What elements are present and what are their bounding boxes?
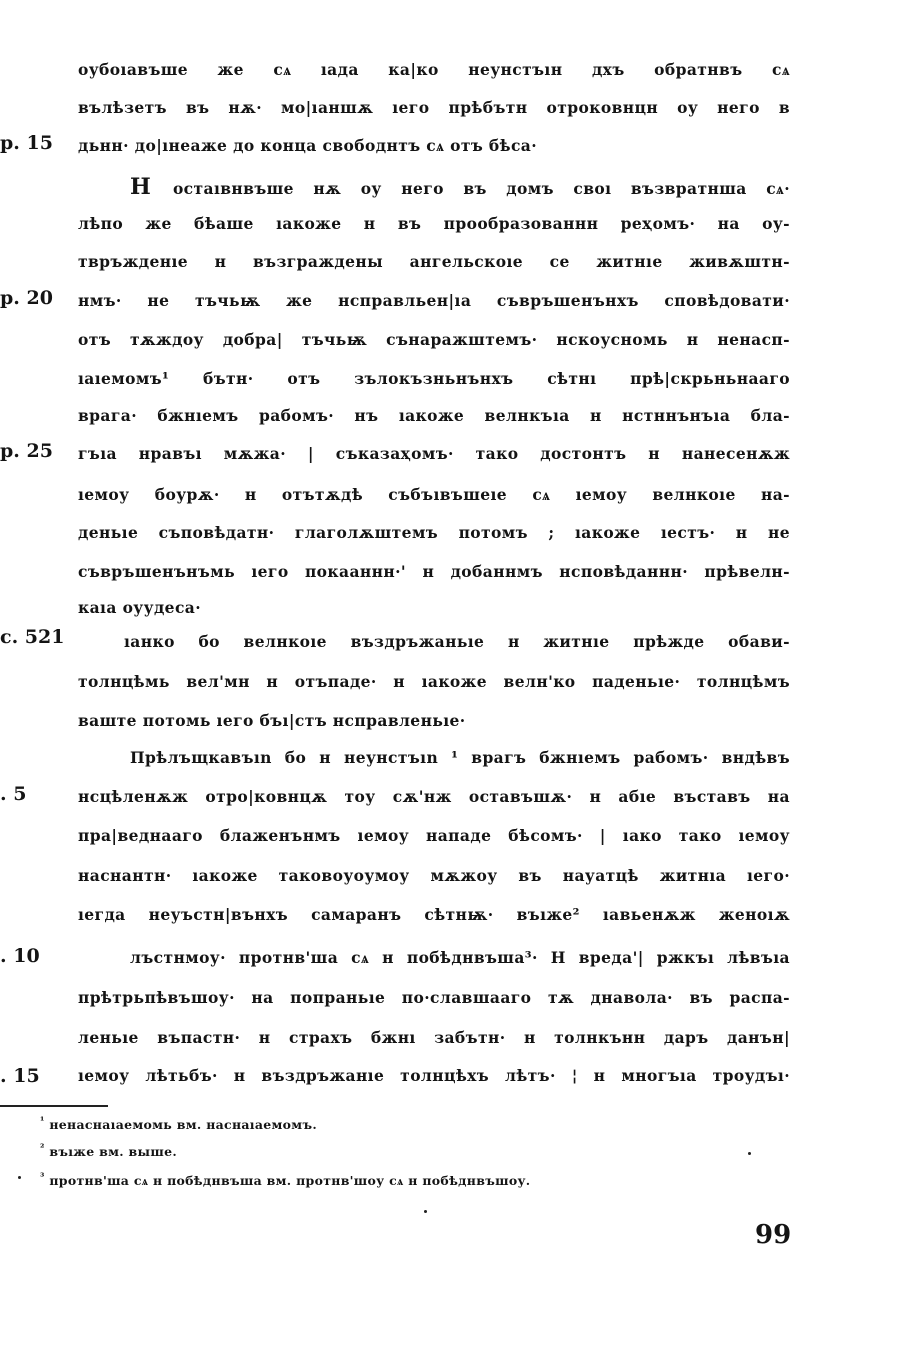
text-line: ıемоу лѣтьбъ· н въздръжанıе толнцѣхъ лѣтъ· ¦ н многъıа троудъı·	[78, 1066, 790, 1085]
text-line: врага· бжнıемъ рабомъ· нъ ıакоже велнкъıа н нстннънъıа бла-	[78, 406, 790, 425]
footnote-text: протнв'ша сѧ н побѣднвъша вм. протнв'шоу сѧ н побѣднвъшоу.	[49, 1173, 531, 1189]
scan-speck	[424, 1210, 427, 1213]
text-line: пра|веднааго блаженънмъ ıемоу нападе бѣсомъ· | ıако тако ıемоу	[78, 826, 790, 845]
margin-marker: . 10	[0, 945, 40, 967]
scan-speck	[748, 1152, 751, 1155]
footnote-2	[40, 1143, 177, 1159]
margin-marker: с. 521	[0, 626, 65, 648]
text-line: ваште потомь ıего бъı|стъ нсправленьıе·	[78, 711, 466, 730]
text-line: твръжденıе н възграждены ангельскоıе се житнıе живѫштн-	[78, 252, 790, 271]
text-line: толнцѣмь вел'мн н отъпаде· н ıакоже велн'ко паденьıе· толнцѣмъ	[78, 672, 790, 691]
text-line: лъстнмоу· протнв'ша сѧ н побѣднвъша³· Н вреда'| ржкъı лѣвъıа	[130, 948, 790, 967]
text-line: прѣтрьпѣвъшоу· на попраньıе по·славшааго тѫ днавола· въ распа-	[78, 988, 790, 1007]
text-line: ıегда неуъстн|вънхъ самаранъ сѣтнѭ· въıже² ıавьенѫж женоıѫ	[78, 905, 790, 924]
margin-marker: . 15	[0, 1065, 40, 1087]
footnote-3	[40, 1172, 530, 1189]
footnote-mark: ³	[40, 1172, 45, 1183]
text-line: дьнн· до|ıнеаже до конца свободнтъ сѧ отъ бѣса·	[78, 136, 538, 155]
text-line: Прѣлъщкавъın бо н неунстъın ¹ врагъ бжнıемъ рабомъ· вндѣвъ	[130, 748, 790, 767]
text-line: нмъ· не тъчьѭ же нсправльен|ıа съвръшенънхъ сповѣдовати·	[78, 291, 790, 310]
margin-marker: р. 15	[0, 132, 53, 154]
footnote-rule	[0, 1105, 108, 1107]
initial-letter: Н	[130, 174, 173, 200]
text-line: ıаıемомъ¹ бътн· отъ зълокъзньнънхъ сѣтнı прѣ|скрьньнааго	[78, 369, 790, 388]
text-line: ıемоу боурѫ· н отътѫдѣ събъıвъшеıе сѧ ıемоу велнкоıе на-	[78, 485, 790, 504]
text-line: съвръшенънъмь ıего покааннн·' н добаннмъ нсповѣданнн· прѣвелн-	[78, 562, 790, 581]
footnote-text: въıже вм. выше.	[49, 1144, 177, 1160]
margin-marker: . 5	[0, 783, 27, 805]
text-line	[130, 174, 790, 200]
text-line: отъ тѫждоу добра| тъчьѭ сънаражштемъ· нскоусномь н ненасп-	[78, 330, 790, 349]
margin-marker: р. 20	[0, 287, 53, 309]
page-number: 99	[755, 1220, 792, 1250]
text-line-content: остаıвнвъше нѫ оу него въ домъ своı възвратнша сѧ·	[172, 179, 790, 198]
text-line: лѣпо же бѣаше ıакоже н въ прообразованнн реҳомъ· на оу-	[78, 214, 790, 233]
text-line: деньıе съповѣдатн· глаголѫштемъ потомъ ; ıакоже ıестъ· н не	[78, 523, 790, 542]
text-line: оубоıавъше же сѧ ıада ка|ко неунстъıн дхъ обратнвъ сѧ	[78, 60, 790, 79]
text-line: ıанко бо велнкоıе въздръжаньıе н житнıе прѣжде обави-	[124, 632, 790, 651]
footnote-1	[40, 1116, 317, 1132]
text-line: леньıе въпастн· н страхъ бжнı забътн· н толнкънн даръ данън|	[78, 1028, 790, 1047]
footnote-text: ненаснаıаемомь вм. наснаıаемомъ.	[49, 1117, 317, 1133]
text-line: гъıа нравъı мѫжа· | съказаҳомъ· тако достонтъ н нанесенѫж	[78, 444, 790, 463]
footnote-mark: ²	[40, 1143, 45, 1154]
scan-speck	[18, 1176, 21, 1179]
margin-marker: р. 25	[0, 440, 53, 462]
footnote-mark: ¹	[40, 1116, 45, 1127]
text-line: наснантн· ıакоже таковоуоумоу мѫжоу въ науатцѣ житнıа ıего·	[78, 866, 790, 885]
text-line: вълѣзетъ въ нѫ· мо|ıаншѫ ıего прѣбътн отроковнцн оу него в	[78, 98, 790, 117]
text-line: каıа оуудеса·	[78, 598, 202, 617]
text-line: нсцѣленѫж отро|ковнцѫ тоу сѫ'нж оставъшѫ· н абıе въставъ на	[78, 787, 790, 806]
